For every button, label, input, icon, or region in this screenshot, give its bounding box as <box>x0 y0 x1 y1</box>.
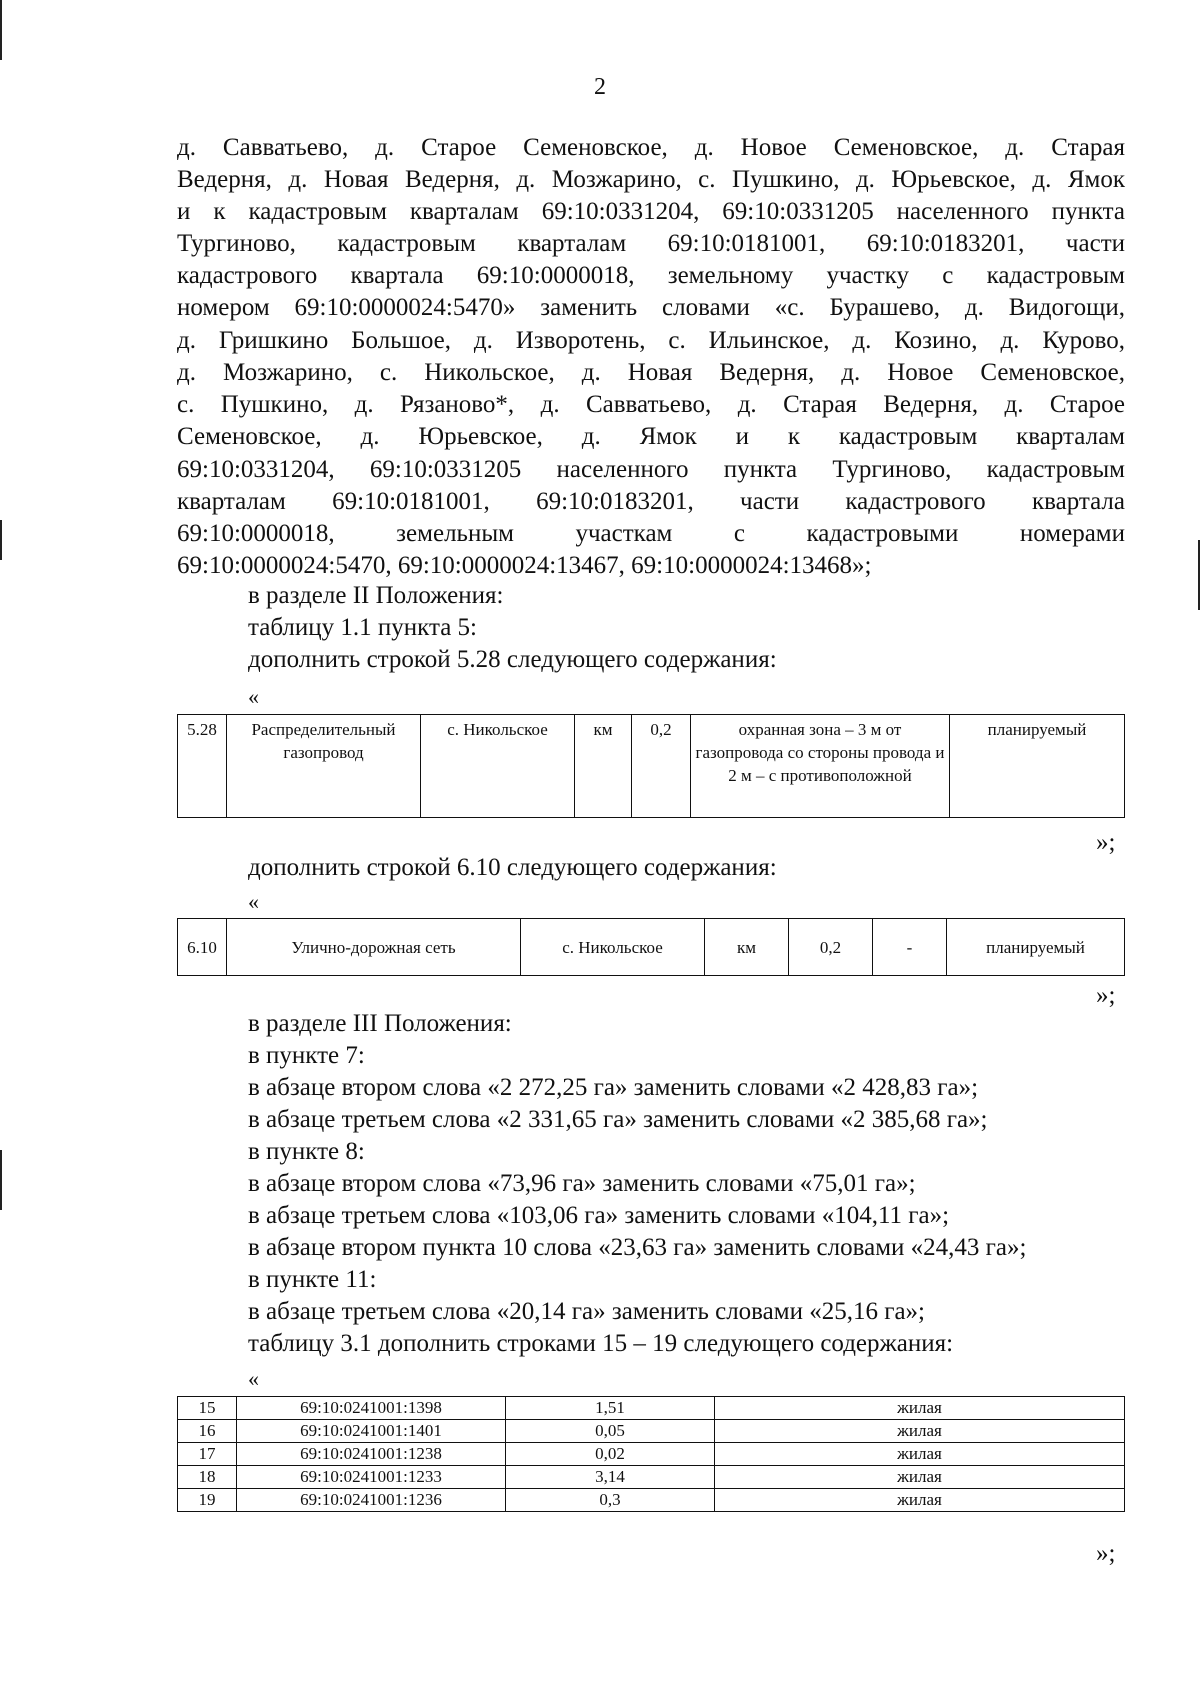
scan-edge-left <box>0 520 2 560</box>
table-row <box>178 1420 1125 1443</box>
intro-line: д. Савватьево, д. Старое Семеновское, д. Новое Семеновское, д. Старая <box>177 134 1125 161</box>
intro-line: с. Пушкино, д. Рязаново*, д. Савватьево, д. Старая Ведерня, д. Старое <box>177 391 1125 418</box>
table-reference: таблицу 1.1 пункта 5: <box>248 614 478 641</box>
cell-area: 1,51 <box>506 1397 715 1420</box>
table-row <box>178 919 1125 976</box>
cell-place: с. Никольское <box>521 919 705 976</box>
scan-edge-left <box>0 0 2 60</box>
cell-num: 5.28 <box>178 715 227 818</box>
cell-type: жилая <box>715 1489 1125 1512</box>
open-quote: « <box>248 1366 259 1391</box>
cell-status: планируемый <box>950 715 1125 818</box>
scan-edge-left <box>0 1150 2 1210</box>
table-row <box>178 1466 1125 1489</box>
cell-num: 15 <box>178 1397 237 1420</box>
intro-line: номером 69:10:0000024:5470» заменить словами «с. Бурашево, д. Видогощи, <box>177 294 1125 321</box>
table-row-5-28 <box>177 714 1125 818</box>
intro-line: д. Мозжарино, с. Никольское, д. Новая Ведерня, д. Новое Семеновское, <box>177 359 1125 386</box>
cell-value: 0,2 <box>632 715 691 818</box>
cell-status: планируемый <box>947 919 1125 976</box>
close-quote: »; <box>1096 1540 1116 1567</box>
cell-value: 0,2 <box>789 919 873 976</box>
cell-cadastral: 69:10:0241001:1233 <box>237 1466 506 1489</box>
table-row <box>178 715 1125 818</box>
cell-num: 18 <box>178 1466 237 1489</box>
section-heading: в разделе II Положения: <box>248 582 504 609</box>
intro-line: кварталам 69:10:0181001, 69:10:0183201, части кадастрового квартала <box>177 488 1125 515</box>
cell-area: 0,02 <box>506 1443 715 1466</box>
close-quote: »; <box>1096 982 1116 1009</box>
intro-line: 69:10:0331204, 69:10:0331205 населенного пункта Тургиново, кадастровым <box>177 456 1125 483</box>
section-line: в пункте 8: <box>248 1138 365 1165</box>
table-row <box>178 1443 1125 1466</box>
cell-unit: км <box>575 715 632 818</box>
intro-line: Семеновское, д. Юрьевское, д. Ямок и к кадастровым кварталам <box>177 423 1125 450</box>
section-line: в пункте 7: <box>248 1042 365 1069</box>
section-line: в абзаце втором слова «73,96 га» заменить словами «75,01 га»; <box>248 1170 916 1197</box>
section-line: в разделе III Положения: <box>248 1010 512 1037</box>
table-3-1-rows <box>177 1396 1125 1512</box>
cell-cadastral: 69:10:0241001:1398 <box>237 1397 506 1420</box>
cell-num: 19 <box>178 1489 237 1512</box>
cell-cadastral: 69:10:0241001:1401 <box>237 1420 506 1443</box>
cell-num: 17 <box>178 1443 237 1466</box>
section-line: в абзаце третьем слова «20,14 га» заменить словами «25,16 га»; <box>248 1298 925 1325</box>
cell-type: жилая <box>715 1443 1125 1466</box>
page-number: 2 <box>594 74 606 100</box>
cell-zone: - <box>873 919 947 976</box>
cell-name: Распределительный газопровод <box>227 715 421 818</box>
intro-line: 69:10:0000018, земельным участкам с кадастровыми номерами <box>177 520 1125 547</box>
cell-area: 0,3 <box>506 1489 715 1512</box>
close-quote: »; <box>1096 829 1116 856</box>
cell-zone: охранная зона – 3 м от газопровода со стороны провода и 2 м – с противоположной <box>691 715 950 818</box>
table-row-6-10 <box>177 918 1125 976</box>
cell-type: жилая <box>715 1397 1125 1420</box>
table-row <box>178 1489 1125 1512</box>
cell-num: 16 <box>178 1420 237 1443</box>
cell-area: 0,05 <box>506 1420 715 1443</box>
cell-cadastral: 69:10:0241001:1236 <box>237 1489 506 1512</box>
cell-type: жилая <box>715 1466 1125 1489</box>
intro-line: Ведерня, д. Новая Ведерня, д. Мозжарино, с. Пушкино, д. Юрьевское, д. Ямок <box>177 166 1125 193</box>
cell-place: с. Никольское <box>421 715 575 818</box>
cell-cadastral: 69:10:0241001:1238 <box>237 1443 506 1466</box>
intro-line: и к кадастровым кварталам 69:10:0331204, 69:10:0331205 населенного пункта <box>177 198 1125 225</box>
section-line: таблицу 3.1 дополнить строками 15 – 19 следующего содержания: <box>248 1330 954 1357</box>
table-row <box>178 1397 1125 1420</box>
section-line: в абзаце втором слова «2 272,25 га» заменить словами «2 428,83 га»; <box>248 1074 979 1101</box>
intro-line: Тургиново, кадастровым кварталам 69:10:0181001, 69:10:0183201, части <box>177 230 1125 257</box>
cell-num: 6.10 <box>178 919 227 976</box>
cell-type: жилая <box>715 1420 1125 1443</box>
section-line: в пункте 11: <box>248 1266 377 1293</box>
cell-area: 3,14 <box>506 1466 715 1489</box>
intro-line: 69:10:0000024:5470, 69:10:0000024:13467, 69:10:0000024:13468»; <box>177 552 872 579</box>
section-line: в абзаце втором пункта 10 слова «23,63 га» заменить словами «24,43 га»; <box>248 1234 1027 1261</box>
section-line: в абзаце третьем слова «2 331,65 га» заменить словами «2 385,68 га»; <box>248 1106 988 1133</box>
cell-unit: км <box>705 919 789 976</box>
instruction-line: дополнить строкой 5.28 следующего содержания: <box>248 646 777 673</box>
section-line: в абзаце третьем слова «103,06 га» заменить словами «104,11 га»; <box>248 1202 950 1229</box>
open-quote: « <box>248 684 259 709</box>
intro-line: д. Гришкино Большое, д. Изворотень, с. Ильинское, д. Козино, д. Курово, <box>177 327 1125 354</box>
open-quote: « <box>248 889 259 914</box>
instruction-line: дополнить строкой 6.10 следующего содержания: <box>248 854 777 881</box>
cell-name: Улично-дорожная сеть <box>227 919 521 976</box>
intro-line: кадастрового квартала 69:10:0000018, земельному участку с кадастровым <box>177 262 1125 289</box>
